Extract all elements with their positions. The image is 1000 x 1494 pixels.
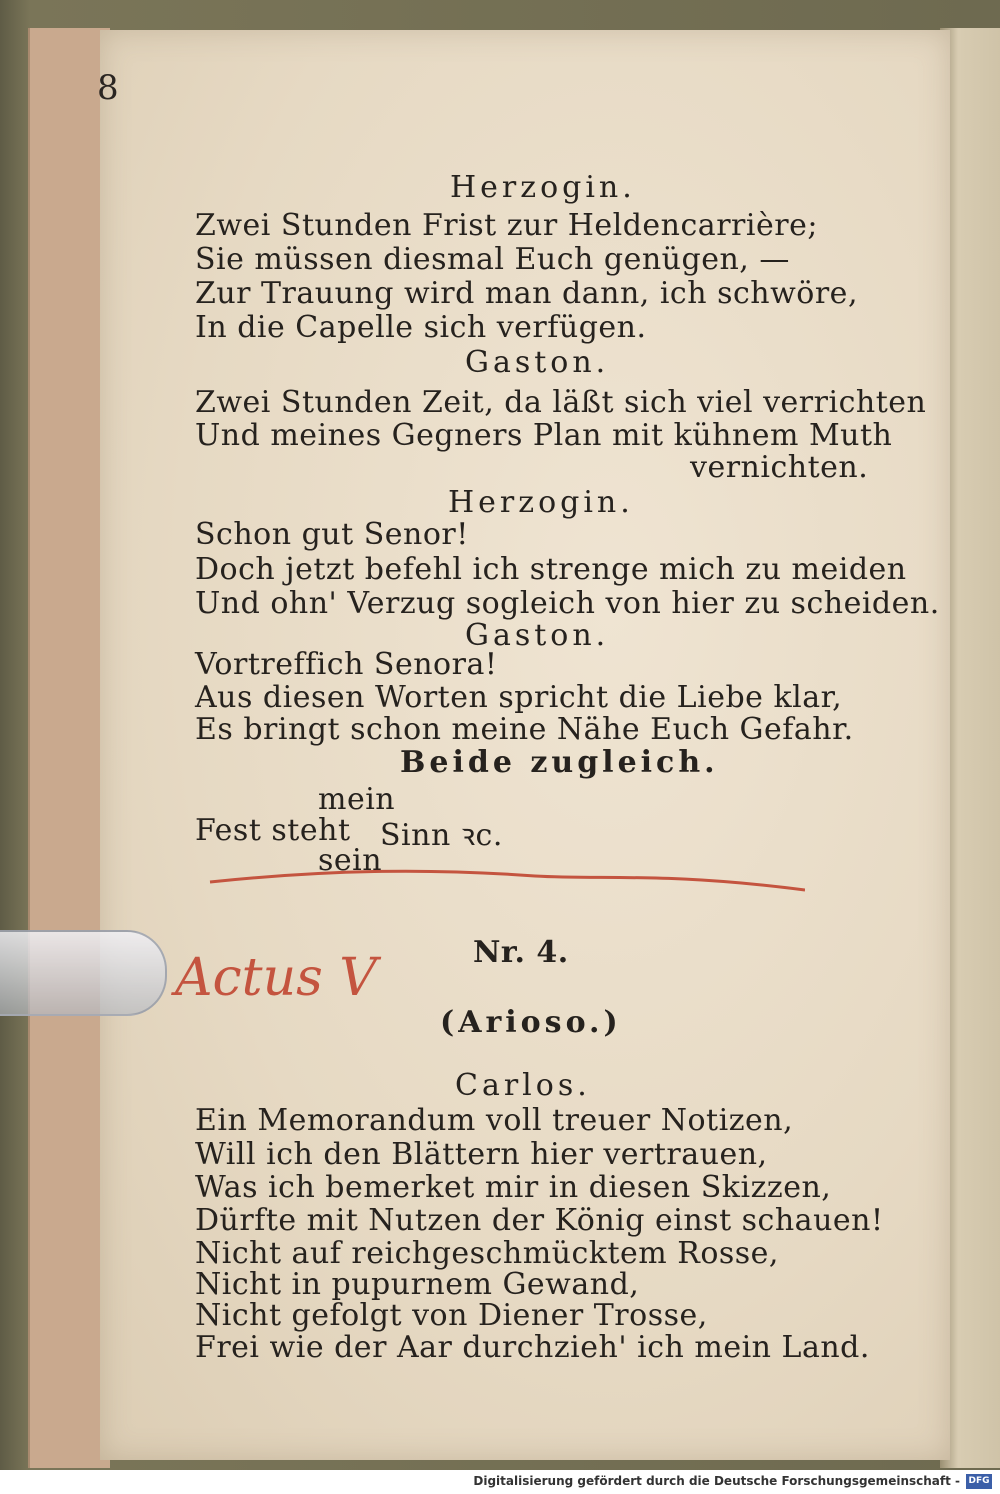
verse-line: Zur Trauung wird man dann, ich schwöre, [195,276,858,311]
speaker-herzogin: Herzogin. [448,485,634,520]
verse-line: Schon gut Senor! [195,517,469,552]
dfg-logo: DFG [966,1474,992,1489]
verse-line: Was ich bemerket mir in diesen Skizzen, [195,1170,832,1205]
speaker-beide: Beide zugleich. [400,745,719,780]
verse-line: Doch jetzt befehl ich strenge mich zu meiden [195,552,907,587]
red-pencil-line [205,860,805,900]
verse-line: Zwei Stunden Zeit, da läßt sich viel verrichten [195,385,927,420]
page-clip [0,930,167,1016]
verse-line: Aus diesen Worten spricht die Liebe klar, [195,680,843,715]
page-number: 8 [97,68,119,108]
speaker-herzogin: Herzogin. [450,170,636,205]
annotation-actus-v [165,935,425,1025]
cover-edge [28,28,110,1468]
verse-line: In die Capelle sich verfügen. [195,310,647,345]
verse-line: Zwei Stunden Frist zur Heldencarrière; [195,208,818,243]
verse-word: mein [318,782,396,817]
verse-line: Will ich den Blättern hier vertrauen, [195,1137,768,1172]
arioso-heading: (Arioso.) [440,1005,622,1040]
verse-line: Frei wie der Aar durchzieh' ich mein Land. [195,1330,870,1365]
verse-line: Dürfte mit Nutzen der König einst schauen! [195,1203,884,1238]
number-heading: Nr. 4. [473,935,569,970]
footer-bar [0,1470,1000,1494]
verse-word: sein [318,843,383,878]
funding-notice: Digitalisierung gefördert durch die Deutsche Forschungsgemeinschaft - [473,1474,960,1488]
verse-line: Vortreffich Senora! [195,647,498,682]
verse-line: vernichten. [690,450,869,485]
verse-line: Es bringt schon meine Nähe Euch Gefahr. [195,712,854,747]
speaker-carlos: Carlos. [455,1068,591,1103]
verse-line: Nicht auf reichgeschmücktem Rosse, [195,1236,779,1271]
verse-line: Ein Memorandum voll treuer Notizen, [195,1103,794,1138]
verse-word: Fest steht [195,813,351,848]
verse-line: Und meines Gegners Plan mit kühnem Muth [195,418,893,453]
svg-text:Actus V: Actus V [175,948,377,1008]
verse-line: Sie müssen diesmal Euch genügen, — [195,242,790,277]
verse-line: Nicht gefolgt von Diener Trosse, [195,1298,708,1333]
verse-line: Nicht in pupurnem Gewand, [195,1267,640,1302]
speaker-gaston: Gaston. [465,345,610,380]
verse-word: Sinn ꝛc. [380,818,503,853]
verse-line: Und ohn' Verzug sogleich von hier zu scheiden. [195,586,940,621]
speaker-gaston: Gaston. [465,618,610,653]
